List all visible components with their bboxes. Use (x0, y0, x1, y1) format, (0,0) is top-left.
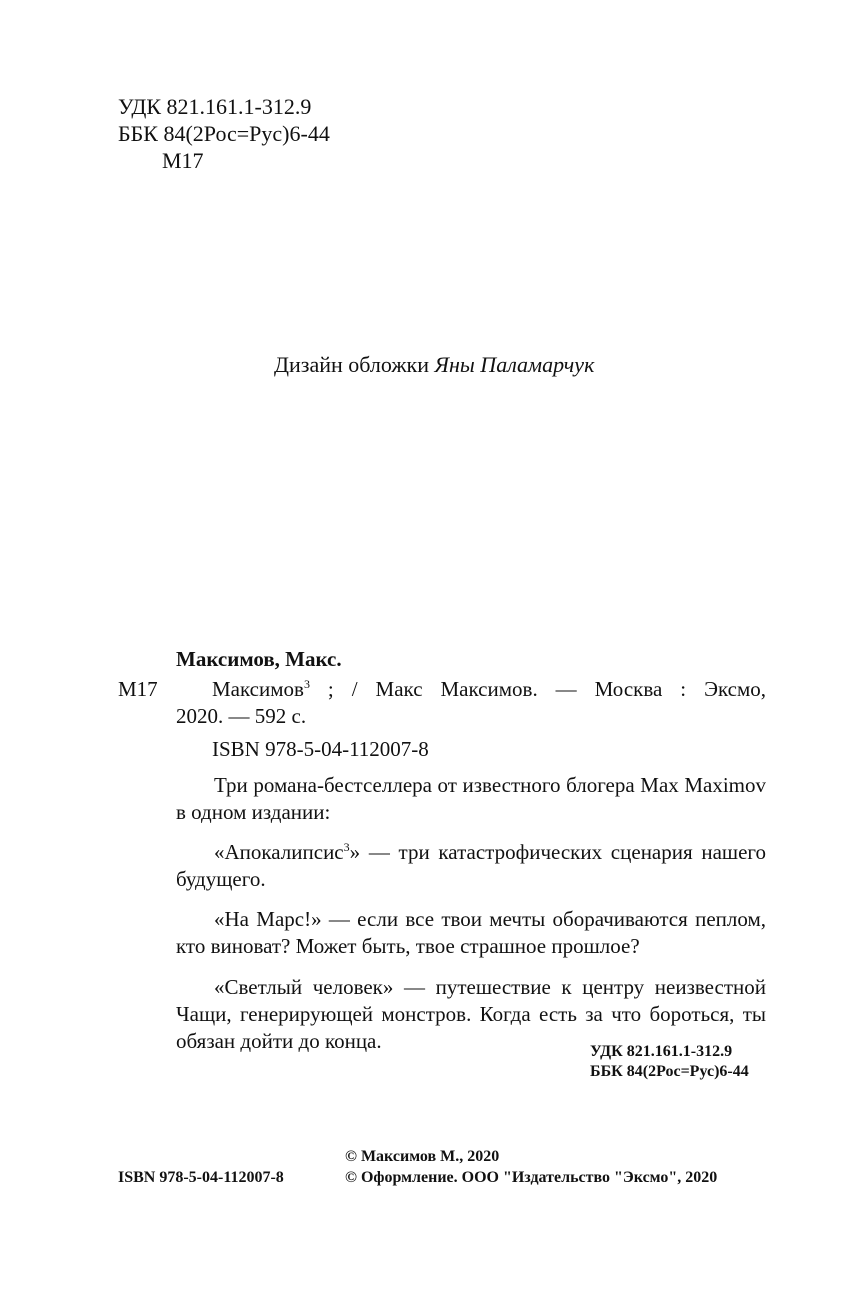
copyright-author: © Максимов М., 2020 (345, 1148, 500, 1165)
classification-udk: УДК 821.161.1-312.9 (590, 1043, 733, 1060)
cover-design-credit (274, 352, 594, 378)
annotation-3-text: «На Марс!» — если все твои мечты оборачиваются пеплом, кто виноват? Может быть, твое страшное прошлое? (176, 907, 766, 958)
copyright-design: © Оформление. ООО "Издательство "Эксмо", 2020 (345, 1169, 718, 1186)
side-author-code: М17 (118, 677, 158, 701)
annotation-2-text-a: «Апокалипсис (214, 840, 344, 864)
annotation-2-text-b: » — три катастрофических сценария нашего будущего. (176, 840, 766, 891)
title-superscript: 3 (303, 677, 310, 691)
annotation-paragraph-1 (176, 772, 766, 826)
cover-design-prefix: Дизайн обложки (274, 352, 435, 377)
entry-isbn: ISBN 978-5-04-112007-8 (212, 737, 429, 761)
title-main: Максимов (212, 677, 304, 701)
annotation-1-text: Три романа-бестселлера от известного блогера Max Maximov в одном издании: (176, 773, 766, 824)
annotation-2-superscript: 3 (343, 840, 350, 854)
header-author-code: М17 (162, 148, 204, 173)
title-line-2: 2020. — 592 с. (176, 704, 307, 728)
cover-designer-name: Яны Паламарчук (434, 352, 595, 377)
annotation-paragraph-3 (176, 906, 766, 960)
classification-bbk: ББК 84(2Рос=Рус)6-44 (590, 1063, 749, 1080)
header-udk: УДК 821.161.1-312.9 (118, 94, 312, 119)
author-heading: Максимов, Макс. (176, 647, 342, 671)
title-line (212, 676, 766, 702)
header-bbk: ББК 84(2Рос=Рус)6-44 (118, 121, 330, 146)
annotation-paragraph-2 (176, 839, 766, 893)
title-rest: ; / Макс Максимов. — Москва : Эксмо, (309, 677, 766, 701)
annotation-4-text: «Светлый человек» — путешествие к центру неизвестной Чащи, генерирующей монстров. Когда есть за что бороться, ты обязан дойти до конца. (176, 975, 766, 1053)
footer-isbn: ISBN 978-5-04-112007-8 (118, 1169, 284, 1186)
